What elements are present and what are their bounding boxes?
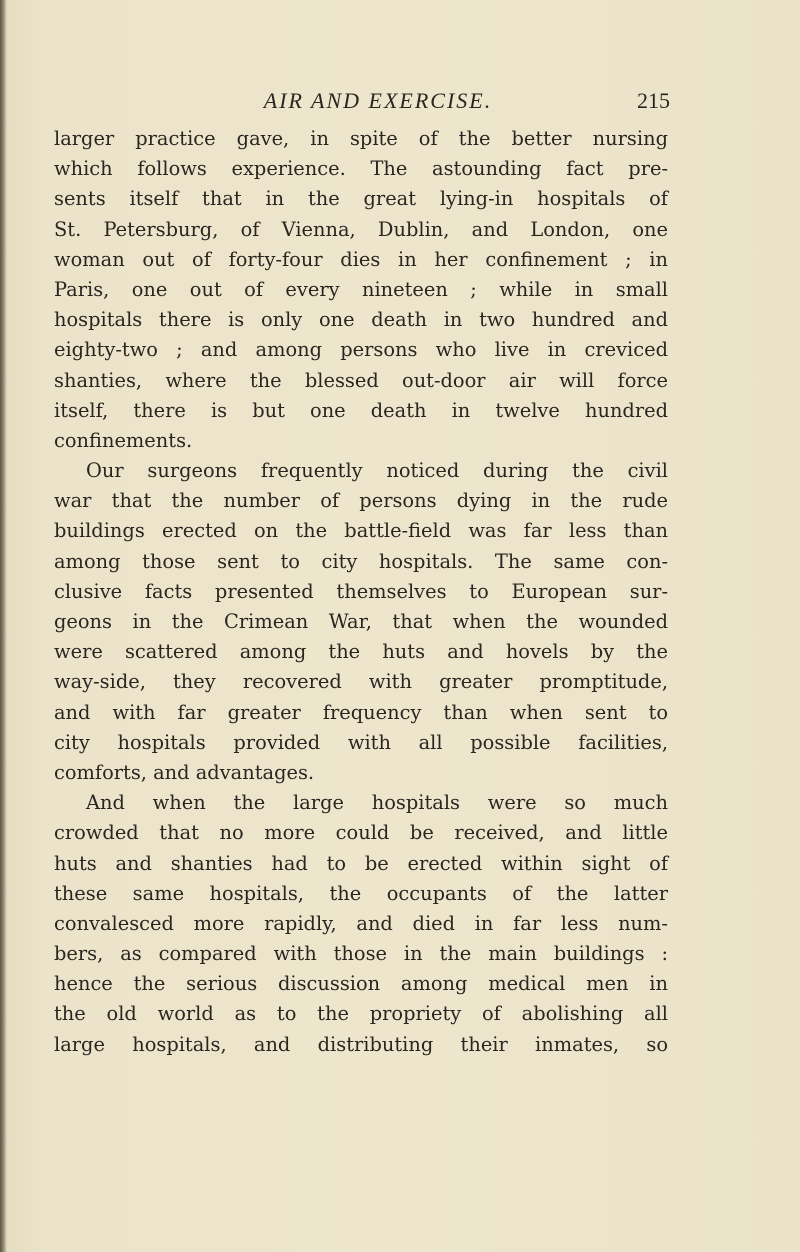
- text-line: way-side, they recovered with greater promptitude,: [54, 670, 668, 694]
- text-line: Paris, one out of every nineteen ; while in small: [54, 277, 668, 301]
- page-number: 215: [637, 88, 670, 113]
- text-line: buildings erected on the battle-field was far less than: [54, 519, 668, 543]
- text-line: sents itself that in the great lying-in hospitals of: [54, 187, 668, 211]
- text-line: crowded that no more could be received, and little: [54, 821, 668, 845]
- text-line: these same hospitals, the occupants of the latter: [54, 881, 668, 905]
- text-line: among those sent to city hospitals. The same con-: [54, 549, 668, 573]
- text-line: were scattered among the huts and hovels by the: [54, 640, 668, 664]
- text-line: bers, as compared with those in the main buildings :: [54, 942, 668, 966]
- text-line: huts and shanties had to be erected within sight of: [54, 851, 668, 875]
- text-line: convalesced more rapidly, and died in far less num-: [54, 911, 668, 935]
- paragraph-start-line: And when the large hospitals were so much: [86, 791, 668, 815]
- text-line: geons in the Crimean War, that when the wounded: [54, 610, 668, 633]
- page-binding-edge: [0, 0, 7, 1252]
- text-line: which follows experience. The astounding fact pre-: [54, 157, 668, 181]
- running-head: AIR AND EXERCISE.: [263, 88, 493, 113]
- text-line: shanties, where the blessed out-door air will force: [54, 368, 668, 392]
- text-line: hospitals there is only one death in two hundred and: [54, 308, 668, 332]
- text-line: city hospitals provided with all possible facilities,: [54, 730, 668, 754]
- text-line: St. Petersburg, of Vienna, Dublin, and London, one: [54, 217, 668, 241]
- text-line: the old world as to the propriety of abolishing all: [54, 1002, 668, 1026]
- text-line: large hospitals, and distributing their inmates, so: [54, 1032, 668, 1056]
- text-line: hence the serious discussion among medical men in: [54, 972, 668, 996]
- page-header: [86, 84, 670, 118]
- paragraph-start-line: Our surgeons frequently noticed during the civil: [86, 459, 668, 483]
- text-line: larger practice gave, in spite of the better nursing: [54, 127, 668, 150]
- text-line: eighty-two ; and among persons who live in creviced: [54, 338, 668, 362]
- text-line: clusive facts presented themselves to European sur-: [54, 579, 668, 603]
- text-line: woman out of forty-four dies in her confinement ; in: [54, 247, 668, 271]
- text-line: itself, there is but one death in twelve hundred: [54, 398, 668, 422]
- text-line: confinements.: [54, 428, 193, 452]
- body-text: [54, 124, 668, 1060]
- text-line: comforts, and advantages.: [54, 760, 315, 784]
- text-line: war that the number of persons dying in the rude: [54, 489, 668, 513]
- text-line: and with far greater frequency than when sent to: [54, 700, 668, 724]
